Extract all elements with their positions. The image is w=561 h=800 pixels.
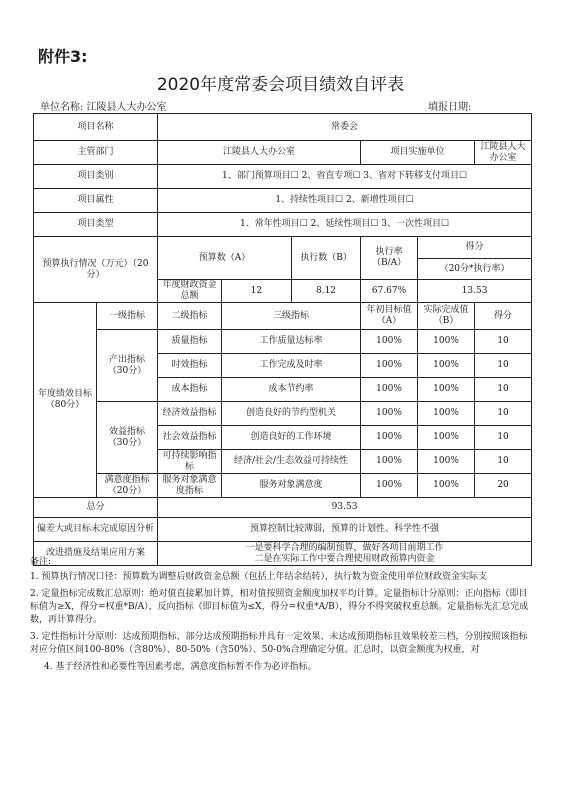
- total-value: 93.53: [158, 498, 532, 518]
- improvement-label: 改进措施及结果应用方案: [34, 542, 158, 566]
- indicator-actual: 100%: [418, 354, 475, 378]
- indicator-score: 20: [475, 474, 532, 498]
- indicator-level2: 可持续影响指标: [158, 450, 222, 474]
- indicator-actual: 100%: [418, 378, 475, 402]
- indicator-target: 100%: [361, 450, 418, 474]
- indicator-score: 10: [475, 426, 532, 450]
- attachment-label: 附件3:: [38, 47, 88, 66]
- indicator-level2: 经济效益指标: [158, 402, 222, 426]
- improvement-line-2: 二是在实际工作中要合理使用财政预算内资金: [254, 553, 435, 564]
- header-level1: 一级指标: [97, 303, 158, 330]
- indicator-score: 10: [475, 378, 532, 402]
- score-formula: （20分*执行率）: [418, 259, 532, 280]
- impl-unit-value: 江陵县人大办公室: [475, 141, 532, 165]
- header-target: 年初目标值（A）: [361, 303, 418, 330]
- note-2: 2. 定量指标完成数汇总原则：绝对值直接累加计算，相对值按照资金额度加权平均计算。定量指标计分原则：正向指标（即目标值为≥X，得分=权重*B/A），反向指标（即目标值为≤X，得分=权重*A/B），得分不得突破权重总额。定量指标先汇总完成数，再计算得分。: [30, 589, 529, 625]
- rate-col-header: 执行率（B/A）: [361, 237, 418, 280]
- budget-col-header: 预算数（A）: [158, 237, 292, 280]
- notes-title: 备注:: [30, 557, 52, 567]
- indicator-score: 10: [475, 450, 532, 474]
- header-actual: 实际完成值（B）: [418, 303, 475, 330]
- indicator-level2: 时效指标: [158, 354, 222, 378]
- improvement-line-1: 一是要科学合理的编制预算，做好各项目前期工作: [245, 542, 444, 553]
- budget-score-value: 13.53: [418, 280, 532, 303]
- indicator-level3: 经济/社会/生态效益可持续性: [222, 450, 361, 474]
- indicator-score: 10: [475, 354, 532, 378]
- indicator-level2: 质量指标: [158, 330, 222, 354]
- indicator-actual: 100%: [418, 402, 475, 426]
- project-name-value: 常委会: [158, 114, 532, 141]
- note-3: 3. 定性指标计分原则：达成预期指标、部分达成预期指标并具有一定效果、未达成预期指标且效果较差三档，分别按照该指标对应分值区间100-80%（含80%）、80-50%（含50%）、50-0%合理确定分值。汇总时，以资金额度为权重，对: [30, 632, 528, 655]
- header-level2: 二级指标: [158, 303, 222, 330]
- unit-name: 单位名称: 江陵县人大办公室: [40, 102, 167, 113]
- impl-unit-label: 项目实施单位: [361, 141, 475, 165]
- fill-date-label: 填报日期:: [428, 102, 472, 113]
- output-indicator-label: 产出指标（30分）: [97, 330, 158, 402]
- satisfaction-indicator-label: 满意度指标（20分）: [97, 474, 158, 498]
- note-1: 1. 预算执行情况口径：预算数为调整后财政资金总额（包括上年结余结转），执行数为资金使用单位财政资金实际支: [30, 572, 487, 582]
- indicator-level2: 服务对象满意度指标: [158, 474, 222, 498]
- indicator-target: 100%: [361, 378, 418, 402]
- budget-label: 预算执行情况（万元）（20分）: [34, 237, 158, 303]
- deviation-label: 偏差大或目标未完成原因分析: [34, 518, 158, 542]
- goals-label: 年度绩效目标（80分）: [34, 303, 97, 498]
- budget-row-label: 年度财政资金总额: [158, 280, 222, 303]
- indicator-level3: 服务对象满意度: [222, 474, 361, 498]
- indicator-level3: 创造良好的工作环境: [222, 426, 361, 450]
- indicator-actual: 100%: [418, 474, 475, 498]
- header-level3: 三级指标: [222, 303, 361, 330]
- type-value: 1、常年性项目☐ 2、延续性项目☐ 3、一次性项目☐: [158, 213, 532, 237]
- exec-col-header: 执行数（B）: [292, 237, 361, 280]
- dept-value: 江陵县人大办公室: [158, 141, 361, 165]
- exec-value: 8.12: [292, 280, 361, 303]
- dept-label: 主管部门: [34, 141, 158, 165]
- indicator-target: 100%: [361, 474, 418, 498]
- indicator-level3: 创造良好的节约型机关: [222, 402, 361, 426]
- indicator-score: 10: [475, 330, 532, 354]
- indicator-actual: 100%: [418, 426, 475, 450]
- indicator-target: 100%: [361, 402, 418, 426]
- budget-value: 12: [222, 280, 292, 303]
- indicator-target: 100%: [361, 426, 418, 450]
- indicator-level2: 社会效益指标: [158, 426, 222, 450]
- deviation-value: 预算控制比较薄弱，预算的计划性、科学性不强: [158, 518, 532, 542]
- indicator-actual: 100%: [418, 330, 475, 354]
- note-4: 4. 基于经济性和必要性等因素考虑，满意度指标暂不作为必评指标。: [44, 662, 317, 672]
- benefit-indicator-label: 效益指标（30分）: [97, 402, 158, 474]
- category-value: 1、部门预算项目☐ 2、省直专项☐ 3、省对下转移支付项目☐: [158, 165, 532, 189]
- type-label: 项目类型: [34, 213, 158, 237]
- indicator-level3: 工作完成及时率: [222, 354, 361, 378]
- indicator-level2: 成本指标: [158, 378, 222, 402]
- score-col-header: 得分: [418, 237, 532, 259]
- attribute-value: 1、持续性项目☐ 2、新增性项目☐: [158, 189, 532, 213]
- performance-table: [33, 113, 532, 566]
- category-label: 项目类别: [34, 165, 158, 189]
- page-title: 2020年度常委会项目绩效自评表: [156, 75, 405, 95]
- indicator-level3: 成本节约率: [222, 378, 361, 402]
- indicator-actual: 100%: [418, 450, 475, 474]
- indicator-score: 10: [475, 402, 532, 426]
- indicator-target: 100%: [361, 330, 418, 354]
- project-name-label: 项目名称: [34, 114, 158, 141]
- rate-value: 67.67%: [361, 280, 418, 303]
- total-label: 总分: [34, 498, 158, 518]
- indicator-level3: 工作质量达标率: [222, 330, 361, 354]
- attribute-label: 项目属性: [34, 189, 158, 213]
- header-score: 得分: [475, 303, 532, 330]
- indicator-target: 100%: [361, 354, 418, 378]
